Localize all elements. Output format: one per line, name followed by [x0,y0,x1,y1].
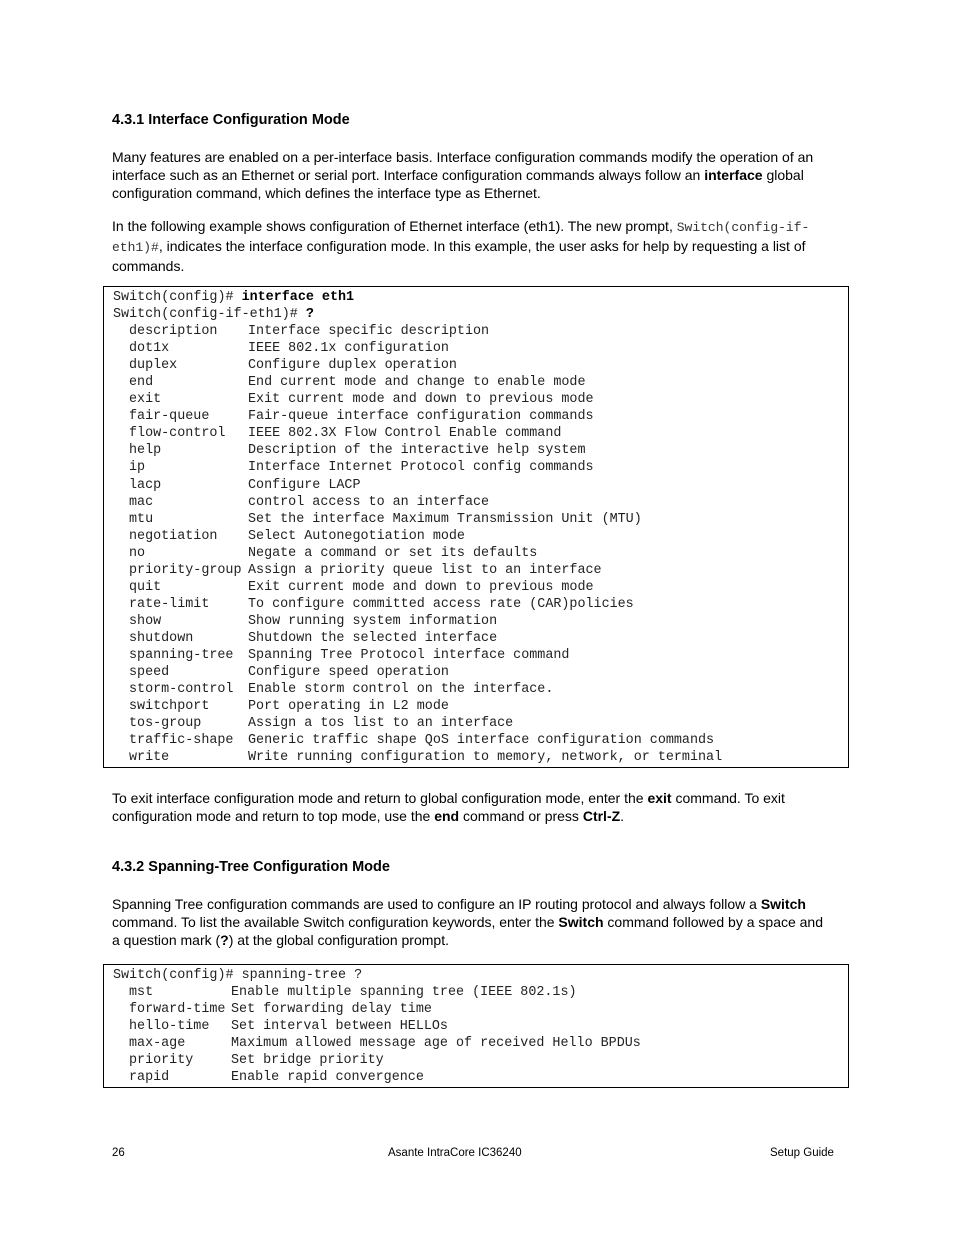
command-name: end [129,375,154,391]
command-name: exit [129,392,162,408]
command-description: Negate a command or set its defaults [248,545,538,561]
command-description: Spanning Tree Protocol interface command [248,647,570,663]
command-description: Shutdown the selected interface [248,630,498,646]
command-name: flow-control [129,426,226,442]
code-row [104,1018,848,1035]
code-row [104,374,848,391]
code-line [104,289,848,306]
command-description: Write running configuration to memory, network, or terminal [248,750,723,766]
text: ) at the global configuration prompt. [228,932,449,948]
command-name: negotiation [129,528,218,544]
code-row [104,494,848,511]
code-row [104,408,848,425]
command-name: hello-time [129,1019,210,1035]
code-row [104,511,848,528]
command-description: Set bridge priority [231,1053,384,1069]
bold-term: ? [220,932,229,948]
command-description: Port operating in L2 mode [248,699,449,715]
inline-code-prompt: Switch(config-if-eth1)# [112,220,810,255]
command-description: Set interval between HELLOs [231,1019,448,1035]
bold-term: exit [647,790,672,806]
code-row [104,613,848,630]
command-description: IEEE 802.3X Flow Control Enable command [248,426,562,442]
command-description: Configure LACP [248,477,361,493]
code-row [104,477,848,494]
bold-term: interface [704,167,763,183]
code-row [104,425,848,442]
command-name: switchport [129,699,210,715]
command-name: traffic-shape [129,733,234,749]
command-name: rapid [129,1070,170,1086]
command-description: Generic traffic shape QoS interface configuration commands [248,733,715,749]
command-description: Show running system information [248,613,498,629]
command-name: shutdown [129,630,194,646]
command-name: priority [129,1053,194,1069]
bold-term: Switch [558,914,604,930]
command-description: Enable rapid convergence [231,1070,424,1086]
code-row [104,579,848,596]
code-row [104,545,848,562]
footer-guide-name: Setup Guide [770,1147,834,1159]
paragraph-spanning-tree-intro [112,895,832,949]
code-line [104,306,848,323]
code-row [104,630,848,647]
code-row [104,664,848,681]
code-row [104,596,848,613]
text: global configuration command, which defines the interface type as Ethernet. [112,167,804,201]
code-row [104,749,848,766]
command-description: Interface Internet Protocol config commands [248,460,594,476]
code-command: interface eth1 [241,290,355,305]
command-name: speed [129,665,170,681]
text: In the following example shows configuration of Ethernet interface (eth1). The new prompt, [112,218,677,234]
code-row [104,984,848,1001]
command-name: forward-time [129,1002,226,1018]
code-block-spanning-tree-help [103,964,849,1088]
command-name: lacp [129,477,162,493]
command-description: Description of the interactive help system [248,443,586,459]
text: . [620,808,625,824]
command-name: no [129,545,146,561]
code-rows [104,323,848,766]
code-block-interface-help [103,286,849,768]
command-description: Set forwarding delay time [231,1002,432,1018]
code-row [104,1069,848,1086]
command-name: spanning-tree [129,647,234,663]
section-heading-interface-config: 4.3.1 Interface Configuration Mode [112,112,350,128]
command-description: To configure committed access rate (CAR)policies [248,596,634,612]
text: command. To list the available Switch configuration keywords, enter the [112,914,559,930]
command-name: write [129,750,170,766]
code-rows [104,984,848,1086]
code-row [104,698,848,715]
text: command or press [459,808,583,824]
command-description: Set the interface Maximum Transmission Unit (MTU) [248,511,642,527]
paragraph-interface-intro [112,148,832,202]
paragraph-exit-instructions [112,789,832,825]
command-name: duplex [129,358,178,374]
command-description: End current mode and change to enable mode [248,375,586,391]
code-row [104,681,848,698]
command-name: mac [129,494,154,510]
command-name: rate-limit [129,596,210,612]
code-row [104,442,848,459]
command-description: Configure duplex operation [248,358,457,374]
command-description: Interface specific description [248,324,490,340]
command-description: Select Autonegotiation mode [248,528,465,544]
code-row [104,357,848,374]
command-description: Maximum allowed message age of received Hello BPDUs [231,1036,641,1052]
command-description: control access to an interface [248,494,490,510]
code-row [104,715,848,732]
command-name: quit [129,579,162,595]
command-name: priority-group [129,562,242,578]
command-name: help [129,443,162,459]
paragraph-example-intro [112,217,832,275]
text: , indicates the interface configuration mode. In this example, the user asks for help by requesting a list of commands. [112,238,806,274]
bold-term: Ctrl-Z [582,808,621,824]
command-description: Enable storm control on the interface. [248,682,554,698]
text: command. To exit configuration mode and return to top mode, use the [112,790,785,824]
command-description: Exit current mode and down to previous mode [248,392,594,408]
command-name: tos-group [129,716,202,732]
command-name: ip [129,460,146,476]
command-description: Exit current mode and down to previous mode [248,579,594,595]
command-name: max-age [129,1036,186,1052]
code-row [104,340,848,357]
bold-term: end [434,808,460,824]
command-description: Fair-queue interface configuration commands [248,409,594,425]
command-description: Configure speed operation [248,665,449,681]
bold-term: Switch [760,896,806,912]
command-name: description [129,324,218,340]
code-row [104,1052,848,1069]
code-command: ? [305,307,314,323]
code-row [104,459,848,476]
command-name: fair-queue [129,409,210,425]
code-prompt: Switch(config-if-eth1)# [113,307,306,323]
text: Many features are enabled on a per-interface basis. Interface configuration commands modify the operation of an interface such as an Ethernet or serial port. Interface configuration commands always follow an [112,149,814,183]
code-row [104,1035,848,1052]
command-name: show [129,613,162,629]
footer-title: Asante IntraCore IC36240 [388,1147,522,1159]
code-row [104,732,848,749]
code-row [104,391,848,408]
code-row [104,528,848,545]
text: To exit interface configuration mode and return to global configuration mode, enter the [112,790,648,806]
command-name: dot1x [129,341,170,357]
text: command followed by a space and a question mark ( [112,914,824,948]
command-name: mtu [129,511,154,527]
command-description: IEEE 802.1x configuration [248,341,449,357]
code-row [104,323,848,340]
command-description: Assign a priority queue list to an interface [248,562,602,578]
code-row [104,562,848,579]
command-name: storm-control [129,682,234,698]
command-description: Assign a tos list to an interface [248,716,514,732]
command-description: Enable multiple spanning tree (IEEE 802.1s) [231,985,577,1001]
code-row [104,1001,848,1018]
footer-page-number: 26 [112,1147,125,1159]
code-line: Switch(config)# spanning-tree ? [113,968,363,983]
text: Spanning Tree configuration commands are used to configure an IP routing protocol and always follow a [112,896,761,912]
section-heading-spanning-tree: 4.3.2 Spanning-Tree Configuration Mode [112,859,390,875]
code-row [104,647,848,664]
command-name: mst [129,985,154,1001]
code-prompt: Switch(config)# [113,290,242,305]
